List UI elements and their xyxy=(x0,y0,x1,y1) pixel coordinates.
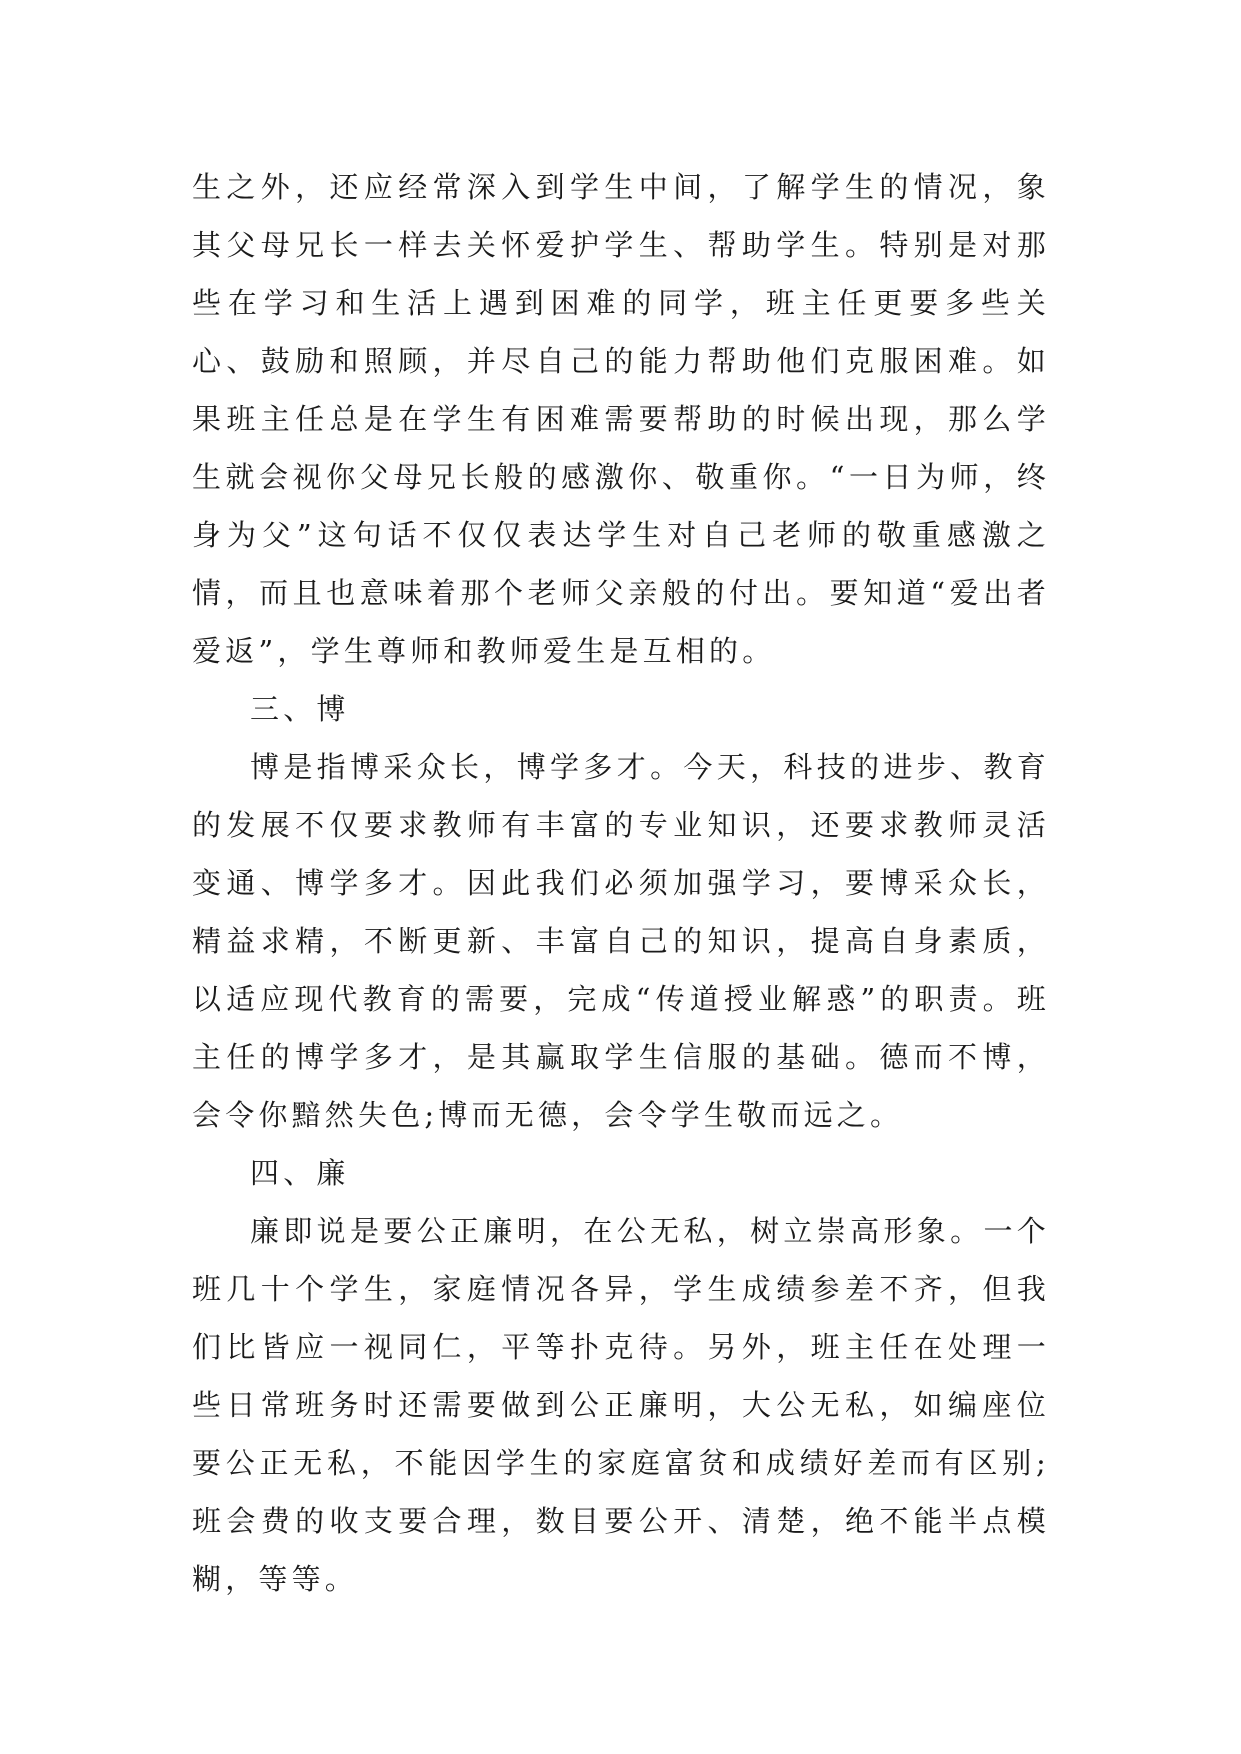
paragraph-continuation: 生之外，还应经常深入到学生中间，了解学生的情况，象其父母兄长一样去关怀爱护学生、帮助学生。特别是对那些在学习和生活上遇到困难的同学，班主任更要多些关心、鼓励和照顾，并尽自己的能力帮助他们克服困难。如果班主任总是在学生有困难需要帮助的时候出现，那么学生就会视你父母兄长般的感激你、敬重你。“一日为师，终身为父”这句话不仅仅表达学生对自己老师的敬重感激之情，而且也意味着那个老师父亲般的付出。要知道“爱出者爱返”，学生尊师和教师爱生是互相的。 xyxy=(192,170,1050,668)
section-heading-lian: 四、廉 xyxy=(250,1156,350,1190)
document-body xyxy=(192,158,1050,1608)
paragraph-lian: 廉即说是要公正廉明，在公无私，树立崇高形象。一个班几十个学生，家庭情况各异，学生成绩参差不齐，但我们比皆应一视同仁，平等扑克待。另外，班主任在处理一些日常班务时还需要做到公正廉明，大公无私，如编座位要公正无私，不能因学生的家庭富贫和成绩好差而有区别;班会费的收支要合理，数目要公开、清楚，绝不能半点模糊，等等。 xyxy=(192,1214,1050,1596)
section-heading-bo: 三、博 xyxy=(250,692,350,726)
paragraph-bo: 博是指博采众长，博学多才。今天，科技的进步、教育的发展不仅要求教师有丰富的专业知识，还要求教师灵活变通、博学多才。因此我们必须加强学习，要博采众长，精益求精，不断更新、丰富自己的知识，提高自身素质，以适应现代教育的需要，完成“传道授业解惑”的职责。班主任的博学多才，是其赢取学生信服的基础。德而不博，会令你黯然失色;博而无德，会令学生敬而远之。 xyxy=(192,750,1050,1132)
